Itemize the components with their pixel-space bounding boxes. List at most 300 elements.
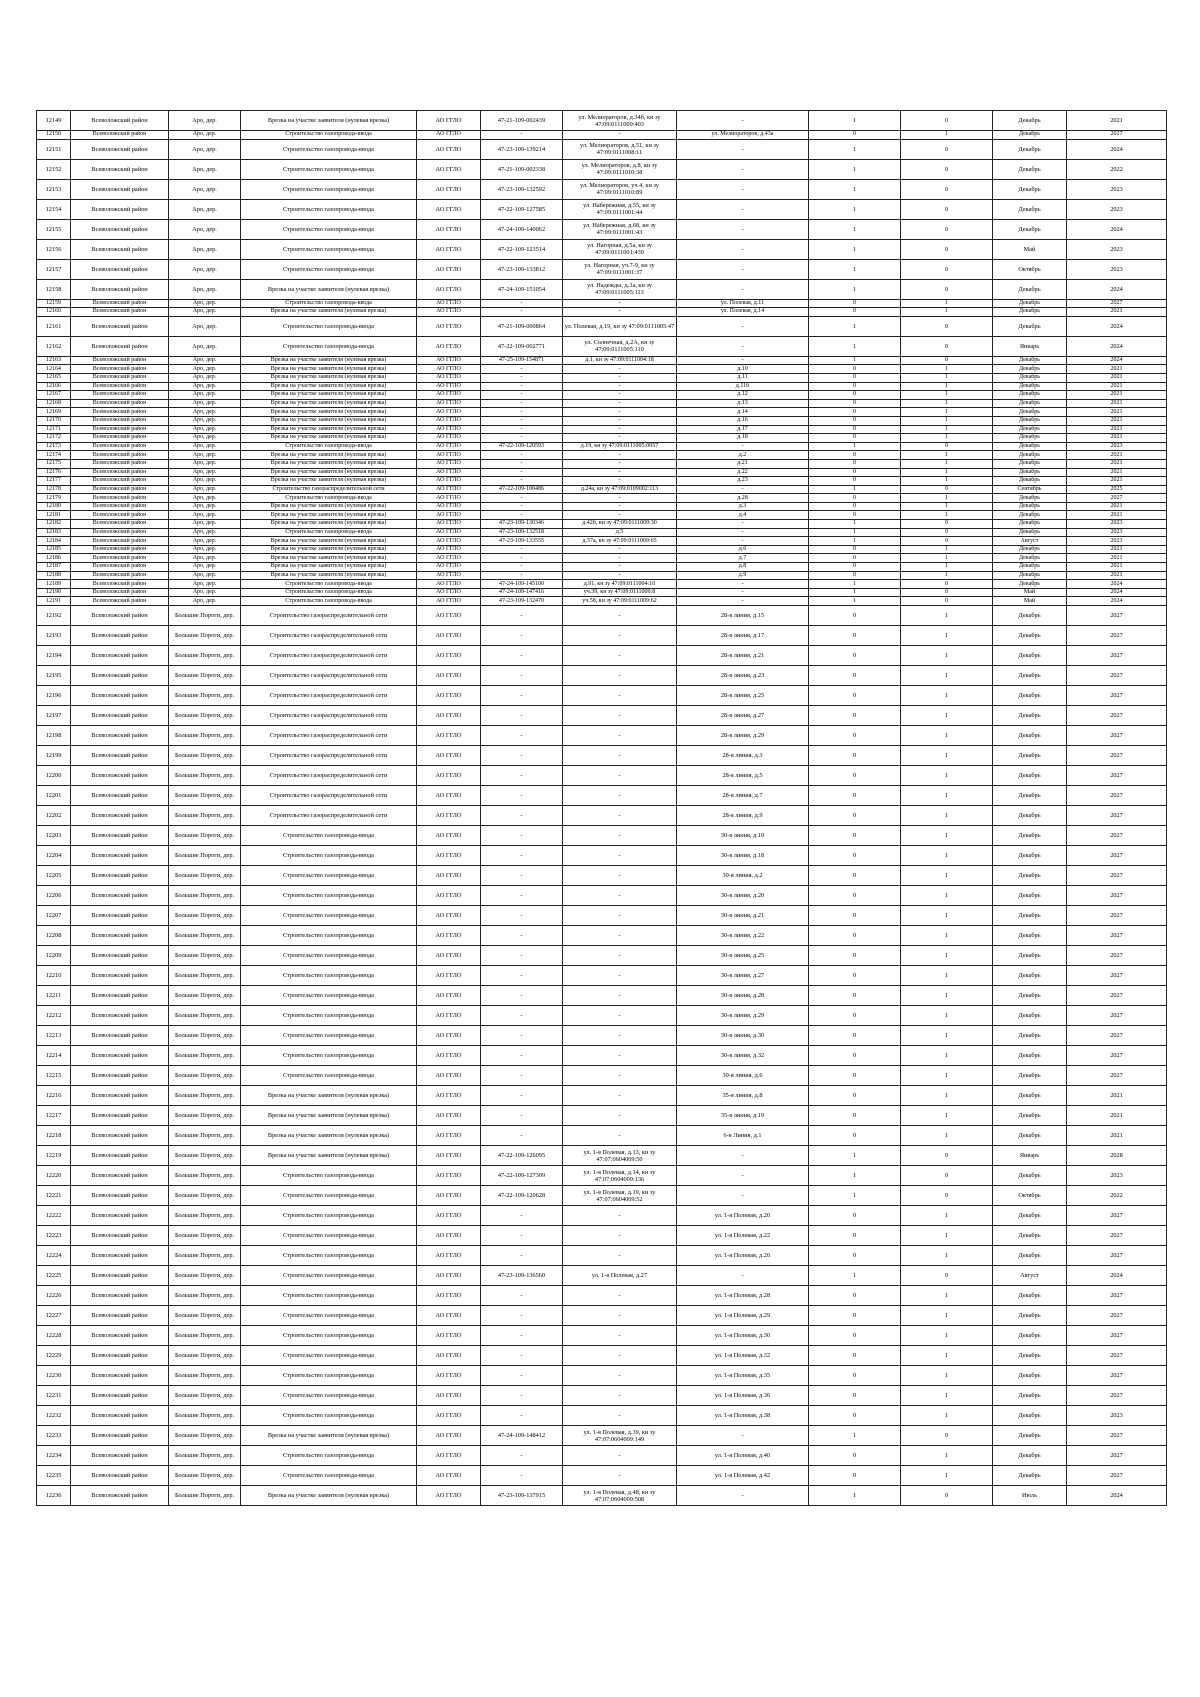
cell-count-a: 1 — [809, 279, 901, 299]
cell-year: 2023 — [1067, 1406, 1167, 1426]
cell-month: Декабрь — [993, 399, 1067, 408]
cell-settlement: Аро, дер. — [169, 336, 241, 356]
cell-year: 2021 — [1067, 545, 1167, 554]
cell-address: - — [677, 442, 809, 451]
cell-month: Декабрь — [993, 356, 1067, 365]
cell-row-number: 12195 — [37, 666, 71, 686]
cell-work-type: Строительство газопровода-ввода — [241, 336, 417, 356]
table-row — [37, 520, 1167, 529]
cell-settlement: Большие Пороги, дер. — [169, 686, 241, 706]
cell-settlement: Большие Пороги, дер. — [169, 1206, 241, 1226]
cell-year: 2027 — [1067, 131, 1167, 140]
cell-organization: АО ГГЛО — [417, 1086, 481, 1106]
cell-address: 28-я линия, д.21 — [677, 646, 809, 666]
cell-cadastral-address: - — [563, 906, 677, 926]
cell-year: 2021 — [1067, 434, 1167, 443]
cell-address: д.6 — [677, 545, 809, 554]
cell-year: 2027 — [1067, 1466, 1167, 1486]
cell-count-a: 0 — [809, 606, 901, 626]
cell-address: ул. 1-я Полевая, д.35 — [677, 1366, 809, 1386]
cell-cadastral-address: - — [563, 886, 677, 906]
cell-month: Декабрь — [993, 1206, 1067, 1226]
cell-district: Всеволожский район — [71, 866, 169, 886]
cell-year: 2021 — [1067, 408, 1167, 417]
cell-address: 30-я линия, д.32 — [677, 1046, 809, 1066]
cell-organization: АО ГГЛО — [417, 1006, 481, 1026]
cell-row-number: 12181 — [37, 511, 71, 520]
cell-organization: АО ГГЛО — [417, 1246, 481, 1266]
cell-year: 2021 — [1067, 511, 1167, 520]
cell-organization: АО ГГЛО — [417, 1146, 481, 1166]
cell-count-b: 1 — [901, 399, 993, 408]
cell-address: 30-я линия, д.20 — [677, 886, 809, 906]
cell-address: д.18 — [677, 434, 809, 443]
cell-count-a: 1 — [809, 1266, 901, 1286]
cell-row-number: 12203 — [37, 826, 71, 846]
cell-count-a: 0 — [809, 886, 901, 906]
cell-application-number: 47-21-109-002439 — [481, 111, 563, 131]
cell-organization: АО ГГЛО — [417, 766, 481, 786]
table-row — [37, 563, 1167, 572]
cell-address: - — [677, 528, 809, 537]
cell-count-b: 0 — [901, 1266, 993, 1286]
cell-application-number: - — [481, 1466, 563, 1486]
cell-work-type: Строительство газопровода-ввода — [241, 588, 417, 597]
cell-year: 2027 — [1067, 766, 1167, 786]
cell-district: Всеволожский район — [71, 502, 169, 511]
table-row — [37, 886, 1167, 906]
table-row — [37, 554, 1167, 563]
cell-count-a: 0 — [809, 686, 901, 706]
cell-row-number: 12165 — [37, 373, 71, 382]
cell-year: 2021 — [1067, 502, 1167, 511]
cell-cadastral-address: - — [563, 1006, 677, 1026]
cell-cadastral-address: ул. 1-я Полевая, д.19, кн зу 47:07:0604009:52 — [563, 1186, 677, 1206]
cell-work-type: Строительство газораспределительной сети — [241, 706, 417, 726]
cell-district: Всеволожский район — [71, 1326, 169, 1346]
table-row — [37, 299, 1167, 308]
table-row — [37, 1186, 1167, 1206]
cell-count-b: 1 — [901, 563, 993, 572]
cell-row-number: 12198 — [37, 726, 71, 746]
cell-count-b: 1 — [901, 686, 993, 706]
cell-settlement: Большие Пороги, дер. — [169, 1426, 241, 1446]
cell-settlement: Аро, дер. — [169, 502, 241, 511]
cell-settlement: Аро, дер. — [169, 259, 241, 279]
cell-district: Всеволожский район — [71, 786, 169, 806]
cell-month: Декабрь — [993, 520, 1067, 529]
cell-cadastral-address: - — [563, 563, 677, 572]
cell-count-b: 0 — [901, 239, 993, 259]
cell-count-b: 1 — [901, 1346, 993, 1366]
cell-count-b: 1 — [901, 646, 993, 666]
cell-row-number: 12224 — [37, 1246, 71, 1266]
cell-work-type: Строительство газораспределительной сети — [241, 786, 417, 806]
cell-organization: АО ГГЛО — [417, 316, 481, 336]
cell-application-number: - — [481, 746, 563, 766]
cell-month: Декабрь — [993, 906, 1067, 926]
cell-cadastral-address: - — [563, 459, 677, 468]
cell-settlement: Большие Пороги, дер. — [169, 806, 241, 826]
cell-year: 2027 — [1067, 1386, 1167, 1406]
table-row — [37, 946, 1167, 966]
cell-count-b: 1 — [901, 408, 993, 417]
table-row — [37, 1486, 1167, 1506]
cell-row-number: 12180 — [37, 502, 71, 511]
cell-organization: АО ГГЛО — [417, 626, 481, 646]
cell-month: Декабрь — [993, 554, 1067, 563]
cell-address: - — [677, 520, 809, 529]
cell-district: Всеволожский район — [71, 1106, 169, 1126]
cell-count-a: 0 — [809, 1206, 901, 1226]
cell-count-b: 0 — [901, 279, 993, 299]
cell-count-a: 0 — [809, 563, 901, 572]
cell-organization: АО ГГЛО — [417, 1186, 481, 1206]
cell-count-b: 1 — [901, 459, 993, 468]
table-row — [37, 239, 1167, 259]
cell-settlement: Большие Пороги, дер. — [169, 666, 241, 686]
cell-year: 2027 — [1067, 299, 1167, 308]
cell-application-number: - — [481, 391, 563, 400]
cell-work-type: Строительство газопровода-ввода — [241, 139, 417, 159]
cell-organization: АО ГГЛО — [417, 571, 481, 580]
cell-application-number: - — [481, 1066, 563, 1086]
cell-settlement: Аро, дер. — [169, 580, 241, 589]
cell-year: 2021 — [1067, 308, 1167, 317]
cell-district: Всеволожский район — [71, 442, 169, 451]
cell-organization: АО ГГЛО — [417, 537, 481, 546]
cell-row-number: 12182 — [37, 520, 71, 529]
cell-year: 2021 — [1067, 399, 1167, 408]
cell-year: 2021 — [1067, 391, 1167, 400]
cell-settlement: Аро, дер. — [169, 451, 241, 460]
cell-year: 2021 — [1067, 365, 1167, 374]
cell-row-number: 12232 — [37, 1406, 71, 1426]
cell-month: Декабрь — [993, 159, 1067, 179]
cell-month: Декабрь — [993, 219, 1067, 239]
cell-work-type: Врезка на участке заявителя (нулевая врезка) — [241, 1106, 417, 1126]
cell-address: ул. Полевая, д.11 — [677, 299, 809, 308]
cell-month: Август — [993, 537, 1067, 546]
cell-address: д.14 — [677, 408, 809, 417]
cell-month: Декабрь — [993, 459, 1067, 468]
table-row — [37, 1146, 1167, 1166]
cell-work-type: Строительство газопровода-ввода — [241, 528, 417, 537]
cell-application-number: - — [481, 1086, 563, 1106]
cell-cadastral-address: д.19, кн зу 47:09:0111005:0057 — [563, 442, 677, 451]
table-row — [37, 766, 1167, 786]
cell-work-type: Строительство газопровода-ввода — [241, 986, 417, 1006]
cell-month: Декабрь — [993, 494, 1067, 503]
cell-month: Декабрь — [993, 308, 1067, 317]
cell-settlement: Аро, дер. — [169, 588, 241, 597]
cell-organization: АО ГГЛО — [417, 826, 481, 846]
cell-address: - — [677, 1166, 809, 1186]
cell-row-number: 12161 — [37, 316, 71, 336]
cell-row-number: 12167 — [37, 391, 71, 400]
cell-work-type: Строительство газораспределительной сети — [241, 485, 417, 494]
cell-district: Всеволожский район — [71, 434, 169, 443]
cell-month: Декабрь — [993, 766, 1067, 786]
cell-cadastral-address: ул. Мелиораторов, уч.4, кн зу 47:09:0111010:89 — [563, 179, 677, 199]
cell-row-number: 12222 — [37, 1206, 71, 1226]
cell-month: Декабрь — [993, 866, 1067, 886]
cell-count-b: 1 — [901, 946, 993, 966]
cell-year: 2027 — [1067, 494, 1167, 503]
cell-count-a: 0 — [809, 726, 901, 746]
cell-year: 2027 — [1067, 866, 1167, 886]
cell-row-number: 12210 — [37, 966, 71, 986]
cell-district: Всеволожский район — [71, 1166, 169, 1186]
cell-application-number: - — [481, 1386, 563, 1406]
cell-count-b: 1 — [901, 416, 993, 425]
cell-organization: АО ГГЛО — [417, 299, 481, 308]
cell-month: Декабрь — [993, 946, 1067, 966]
cell-application-number: 47-23-109-136560 — [481, 1266, 563, 1286]
cell-district: Всеволожский район — [71, 1446, 169, 1466]
cell-settlement: Аро, дер. — [169, 159, 241, 179]
cell-count-a: 1 — [809, 1146, 901, 1166]
cell-cadastral-address: - — [563, 425, 677, 434]
cell-application-number: 47-23-109-137915 — [481, 1486, 563, 1506]
cell-organization: АО ГГЛО — [417, 425, 481, 434]
cell-district: Всеволожский район — [71, 571, 169, 580]
cell-year: 2021 — [1067, 1106, 1167, 1126]
cell-settlement: Большие Пороги, дер. — [169, 1466, 241, 1486]
cell-month: Май — [993, 239, 1067, 259]
cell-address: - — [677, 199, 809, 219]
cell-count-b: 1 — [901, 666, 993, 686]
table-row — [37, 511, 1167, 520]
cell-application-number: - — [481, 477, 563, 486]
cell-month: Декабрь — [993, 746, 1067, 766]
cell-application-number: - — [481, 408, 563, 417]
cell-work-type: Строительство газопровода-ввода — [241, 494, 417, 503]
cell-cadastral-address: - — [563, 1046, 677, 1066]
cell-row-number: 12209 — [37, 946, 71, 966]
cell-work-type: Строительство газораспределительной сети — [241, 686, 417, 706]
cell-month: Декабрь — [993, 1326, 1067, 1346]
cell-work-type: Строительство газопровода-ввода — [241, 597, 417, 606]
cell-organization: АО ГГЛО — [417, 866, 481, 886]
cell-count-a: 1 — [809, 1426, 901, 1446]
cell-district: Всеволожский район — [71, 563, 169, 572]
cell-count-a: 1 — [809, 159, 901, 179]
cell-count-a: 0 — [809, 1046, 901, 1066]
cell-organization: АО ГГЛО — [417, 726, 481, 746]
table-row — [37, 1066, 1167, 1086]
cell-year: 2021 — [1067, 451, 1167, 460]
cell-settlement: Большие Пороги, дер. — [169, 646, 241, 666]
cell-count-a: 0 — [809, 416, 901, 425]
cell-district: Всеволожский район — [71, 308, 169, 317]
cell-row-number: 12188 — [37, 571, 71, 580]
cell-application-number: - — [481, 806, 563, 826]
cell-count-b: 0 — [901, 139, 993, 159]
cell-cadastral-address: ул. Мелиораторов, д.51, кн зу 47:09:0111008:11 — [563, 139, 677, 159]
cell-cadastral-address: ул. Нагорная, уч.7-9, кн зу 47:09:0111001:37 — [563, 259, 677, 279]
cell-year: 2023 — [1067, 179, 1167, 199]
cell-application-number: - — [481, 1306, 563, 1326]
cell-address: 30-я линия, д.22 — [677, 926, 809, 946]
cell-month: Декабрь — [993, 511, 1067, 520]
cell-settlement: Большие Пороги, дер. — [169, 946, 241, 966]
cell-application-number: - — [481, 416, 563, 425]
cell-month: Октябрь — [993, 1186, 1067, 1206]
cell-row-number: 12202 — [37, 806, 71, 826]
cell-application-number: - — [481, 826, 563, 846]
cell-count-b: 1 — [901, 1466, 993, 1486]
cell-month: Декабрь — [993, 571, 1067, 580]
table-row — [37, 1346, 1167, 1366]
cell-cadastral-address: - — [563, 626, 677, 646]
cell-address: ул. Мелиораторов, д.43а — [677, 131, 809, 140]
cell-organization: АО ГГЛО — [417, 686, 481, 706]
cell-count-b: 0 — [901, 528, 993, 537]
cell-address: д.21 — [677, 459, 809, 468]
cell-count-a: 0 — [809, 451, 901, 460]
cell-organization: АО ГГЛО — [417, 308, 481, 317]
cell-cadastral-address: - — [563, 1346, 677, 1366]
cell-address: ул. 1-я Полевая, д.40 — [677, 1446, 809, 1466]
cell-address: д.3 — [677, 502, 809, 511]
cell-year: 2025 — [1067, 485, 1167, 494]
cell-settlement: Аро, дер. — [169, 391, 241, 400]
cell-cadastral-address: - — [563, 1086, 677, 1106]
cell-organization: АО ГГЛО — [417, 199, 481, 219]
cell-count-b: 0 — [901, 356, 993, 365]
cell-settlement: Аро, дер. — [169, 520, 241, 529]
cell-row-number: 12179 — [37, 494, 71, 503]
table-row — [37, 139, 1167, 159]
cell-application-number: - — [481, 399, 563, 408]
cell-month: Декабрь — [993, 316, 1067, 336]
cell-count-b: 0 — [901, 199, 993, 219]
cell-count-a: 1 — [809, 597, 901, 606]
cell-organization: АО ГГЛО — [417, 563, 481, 572]
cell-count-a: 0 — [809, 806, 901, 826]
cell-address: - — [677, 111, 809, 131]
cell-cadastral-address: - — [563, 866, 677, 886]
cell-organization: АО ГГЛО — [417, 946, 481, 966]
cell-work-type: Строительство газопровода-ввода — [241, 299, 417, 308]
table-row — [37, 1086, 1167, 1106]
cell-count-a: 0 — [809, 299, 901, 308]
cell-month: Декабрь — [993, 502, 1067, 511]
cell-count-a: 0 — [809, 1026, 901, 1046]
cell-settlement: Аро, дер. — [169, 399, 241, 408]
cell-month: Декабрь — [993, 686, 1067, 706]
cell-count-b: 0 — [901, 316, 993, 336]
cell-organization: АО ГГЛО — [417, 1286, 481, 1306]
cell-month: Декабрь — [993, 1306, 1067, 1326]
cell-row-number: 12149 — [37, 111, 71, 131]
cell-count-b: 0 — [901, 336, 993, 356]
cell-cadastral-address: д.42б, кн зу 47:09:0111009:30 — [563, 520, 677, 529]
cell-organization: АО ГГЛО — [417, 239, 481, 259]
cell-count-b: 0 — [901, 588, 993, 597]
cell-row-number: 12190 — [37, 588, 71, 597]
cell-month: Декабрь — [993, 1366, 1067, 1386]
cell-month: Июль — [993, 1486, 1067, 1506]
cell-cadastral-address: - — [563, 1466, 677, 1486]
cell-application-number: - — [481, 726, 563, 746]
cell-row-number: 12201 — [37, 786, 71, 806]
cell-work-type: Строительство газопровода-ввода — [241, 1166, 417, 1186]
cell-month: Декабрь — [993, 373, 1067, 382]
cell-year: 2027 — [1067, 1326, 1167, 1346]
cell-count-b: 1 — [901, 1026, 993, 1046]
cell-work-type: Строительство газопровода-ввода — [241, 866, 417, 886]
cell-cadastral-address: - — [563, 606, 677, 626]
table-row — [37, 906, 1167, 926]
cell-count-a: 1 — [809, 199, 901, 219]
cell-year: 2027 — [1067, 606, 1167, 626]
cell-district: Всеволожский район — [71, 477, 169, 486]
cell-application-number: - — [481, 308, 563, 317]
cell-organization: АО ГГЛО — [417, 1486, 481, 1506]
cell-application-number: - — [481, 1326, 563, 1346]
cell-settlement: Аро, дер. — [169, 239, 241, 259]
cell-year: 2021 — [1067, 468, 1167, 477]
cell-application-number: - — [481, 1126, 563, 1146]
cell-month: Сентябрь — [993, 485, 1067, 494]
cell-count-b: 1 — [901, 1366, 993, 1386]
cell-row-number: 12152 — [37, 159, 71, 179]
cell-address: 28-я линия, д.7 — [677, 786, 809, 806]
cell-month: Декабрь — [993, 806, 1067, 826]
cell-application-number: 47-23-109-133555 — [481, 537, 563, 546]
cell-application-number: 47-24-109-140062 — [481, 219, 563, 239]
table-row — [37, 382, 1167, 391]
cell-cadastral-address: - — [563, 746, 677, 766]
cell-district: Всеволожский район — [71, 299, 169, 308]
cell-district: Всеволожский район — [71, 746, 169, 766]
cell-count-a: 0 — [809, 766, 901, 786]
cell-work-type: Строительство газопровода-ввода — [241, 1186, 417, 1206]
cell-organization: АО ГГЛО — [417, 382, 481, 391]
cell-work-type: Врезка на участке заявителя (нулевая врезка) — [241, 554, 417, 563]
cell-count-a: 1 — [809, 219, 901, 239]
cell-organization: АО ГГЛО — [417, 886, 481, 906]
cell-cadastral-address: - — [563, 502, 677, 511]
cell-year: 2023 — [1067, 528, 1167, 537]
cell-cadastral-address: - — [563, 726, 677, 746]
cell-district: Всеволожский район — [71, 459, 169, 468]
cell-application-number: - — [481, 382, 563, 391]
cell-settlement: Большие Пороги, дер. — [169, 1306, 241, 1326]
cell-application-number: 47-21-109-000864 — [481, 316, 563, 336]
cell-year: 2027 — [1067, 686, 1167, 706]
cell-work-type: Строительство газопровода-ввода — [241, 1466, 417, 1486]
table-row — [37, 1326, 1167, 1346]
cell-address: ул. 1-я Полевая, д.20 — [677, 1206, 809, 1226]
cell-address: - — [677, 1266, 809, 1286]
cell-cadastral-address: - — [563, 545, 677, 554]
cell-organization: АО ГГЛО — [417, 580, 481, 589]
cell-work-type: Строительство газопровода-ввода — [241, 259, 417, 279]
cell-application-number: - — [481, 1406, 563, 1426]
cell-year: 2027 — [1067, 906, 1167, 926]
cell-work-type: Врезка на участке заявителя (нулевая врезка) — [241, 434, 417, 443]
cell-count-a: 0 — [809, 382, 901, 391]
cell-row-number: 12194 — [37, 646, 71, 666]
table-row — [37, 494, 1167, 503]
cell-row-number: 12169 — [37, 408, 71, 417]
cell-work-type: Врезка на участке заявителя (нулевая врезка) — [241, 1086, 417, 1106]
cell-district: Всеволожский район — [71, 365, 169, 374]
cell-settlement: Аро, дер. — [169, 563, 241, 572]
